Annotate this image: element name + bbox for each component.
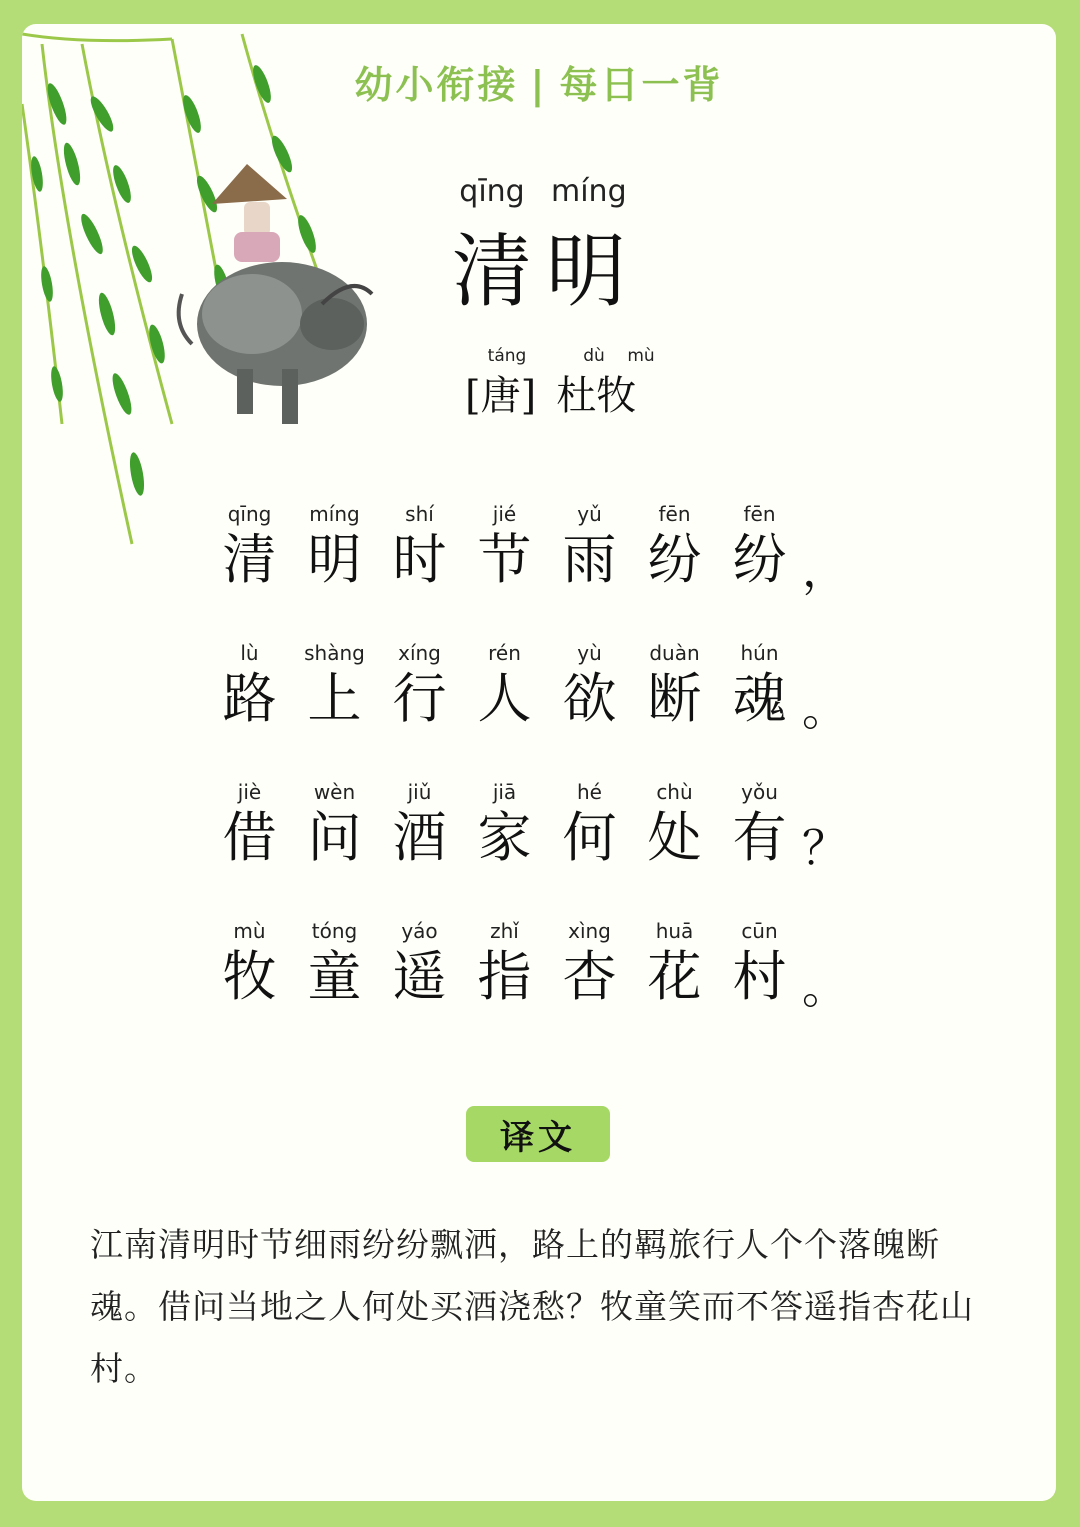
poem-char: 雨 [562,528,617,591]
translation-text: 江南清明时节细雨纷纷飘洒，路上的羁旅行人个个落魄断魂。借问当地之人何处买酒浇愁？牧童笑而不答遥指杏花山村。 [90,1225,974,1388]
poem-char: 明 [307,528,362,591]
poem-char-cell [547,778,632,917]
header-left-text: 幼小衔接 [354,63,519,107]
poem-char: 欲 [562,667,617,730]
poem-char: 路 [222,667,277,730]
poem-char-cell [462,500,547,639]
header-separator: | [530,63,548,107]
poem-char: 杏 [562,945,617,1008]
poem-char: 家 [477,806,532,869]
poem-char: 纷 [647,528,702,591]
poem-char-cell [717,639,802,778]
dynasty-label: [唐] [465,373,537,419]
author-pinyin-syllable: táng [487,346,527,366]
poem-char-cell [377,500,462,639]
poem-char-cell [462,917,547,1056]
poem-char: 处 [647,806,702,869]
poem-char-cell [292,917,377,1056]
char-pinyin: huā [655,919,694,943]
title-char: 清 [452,225,532,318]
title-pinyin [22,174,1056,209]
char-pinyin: lù [240,641,259,665]
poem-char: 人 [477,667,532,730]
poem-char-cell [207,917,292,1056]
poem-char-cell [717,778,802,917]
poem-char-cell [547,500,632,639]
char-pinyin: shí [405,502,434,526]
poem-line [207,778,862,917]
char-pinyin: jiè [237,780,262,804]
poem-char: 童 [307,945,362,1008]
char-pinyin: shàng [304,641,365,665]
char-pinyin: jiǔ [407,780,432,804]
poem-char: 魂 [732,667,787,730]
poem-char: 遥 [392,945,447,1008]
poem-line [207,500,862,639]
poem-char: 花 [647,945,702,1008]
poem-char-cell [292,778,377,917]
poem-char-cell [547,639,632,778]
poem-char-cell [462,639,547,778]
poem-char-cell [377,778,462,917]
char-pinyin: cūn [741,919,778,943]
header-right-text: 每日一背 [559,63,724,107]
char-pinyin: yǔ [577,502,602,526]
char-pinyin: jiā [492,780,517,804]
author-pinyin-syllable: dù [583,346,605,366]
poem-char-cell [632,639,717,778]
poem-title [22,207,1056,322]
poem-char-cell [377,639,462,778]
poem-char-cell [207,500,292,639]
title-pinyin-syllable: míng [551,174,627,209]
poem-char-cell [207,778,292,917]
poem-char: 酒 [392,806,447,869]
char-pinyin: mù [233,919,266,943]
char-pinyin: tóng [311,919,358,943]
poem-char-cell [547,917,632,1056]
char-pinyin: yù [577,641,602,665]
poem-char-cell [292,639,377,778]
poem-char: 清 [222,528,277,591]
poem-card [22,24,1056,1501]
char-pinyin: fēn [743,502,776,526]
title-pinyin-syllable: qīng [459,174,525,209]
char-pinyin: xíng [398,641,441,665]
poem-char: 村 [732,945,787,1008]
poem-char-cell [717,917,802,1056]
poem-char-cell [377,917,462,1056]
char-pinyin: chù [656,780,693,804]
translation-label: 译文 [466,1106,610,1162]
poem-char: 纷 [732,528,787,591]
char-pinyin: yáo [401,919,438,943]
poem-body [207,500,862,1056]
author-line [465,364,636,421]
poem-char-cell [207,639,292,778]
page-header [22,54,1056,109]
poem-char-cell [292,500,377,639]
poem-char: 节 [477,528,532,591]
char-pinyin: míng [309,502,360,526]
char-pinyin: fēn [658,502,691,526]
poem-line [207,917,862,1056]
char-pinyin: duàn [649,641,700,665]
poem-char-cell [632,778,717,917]
line-punctuation: ， [802,543,848,597]
char-pinyin: hún [740,641,779,665]
char-pinyin: hé [577,780,602,804]
poem-line [207,639,862,778]
line-punctuation: 。 [802,682,848,736]
char-pinyin: zhǐ [490,919,519,943]
poem-char: 行 [392,667,447,730]
poem-char: 指 [477,945,532,1008]
poem-char: 何 [562,806,617,869]
char-pinyin: qīng [227,502,272,526]
poem-char-cell [717,500,802,639]
poem-char: 牧 [222,945,277,1008]
title-char: 明 [546,225,626,318]
poem-char: 有 [732,806,787,869]
line-punctuation: ？ [802,821,848,875]
char-pinyin: rén [488,641,521,665]
poem-char: 断 [647,667,702,730]
char-pinyin: yǒu [741,780,778,804]
poem-char-cell [462,778,547,917]
author-name: 杜牧 [556,373,637,419]
author-pinyin-syllable: mù [627,346,655,366]
char-pinyin: jié [492,502,517,526]
poem-char-cell [632,500,717,639]
char-pinyin: xìng [568,919,611,943]
poem-char-cell [632,917,717,1056]
poem-char: 时 [392,528,447,591]
poem-char: 问 [307,806,362,869]
char-pinyin: wèn [313,780,356,804]
poem-char: 借 [222,806,277,869]
line-punctuation: 。 [802,960,848,1014]
poem-char: 上 [307,667,362,730]
